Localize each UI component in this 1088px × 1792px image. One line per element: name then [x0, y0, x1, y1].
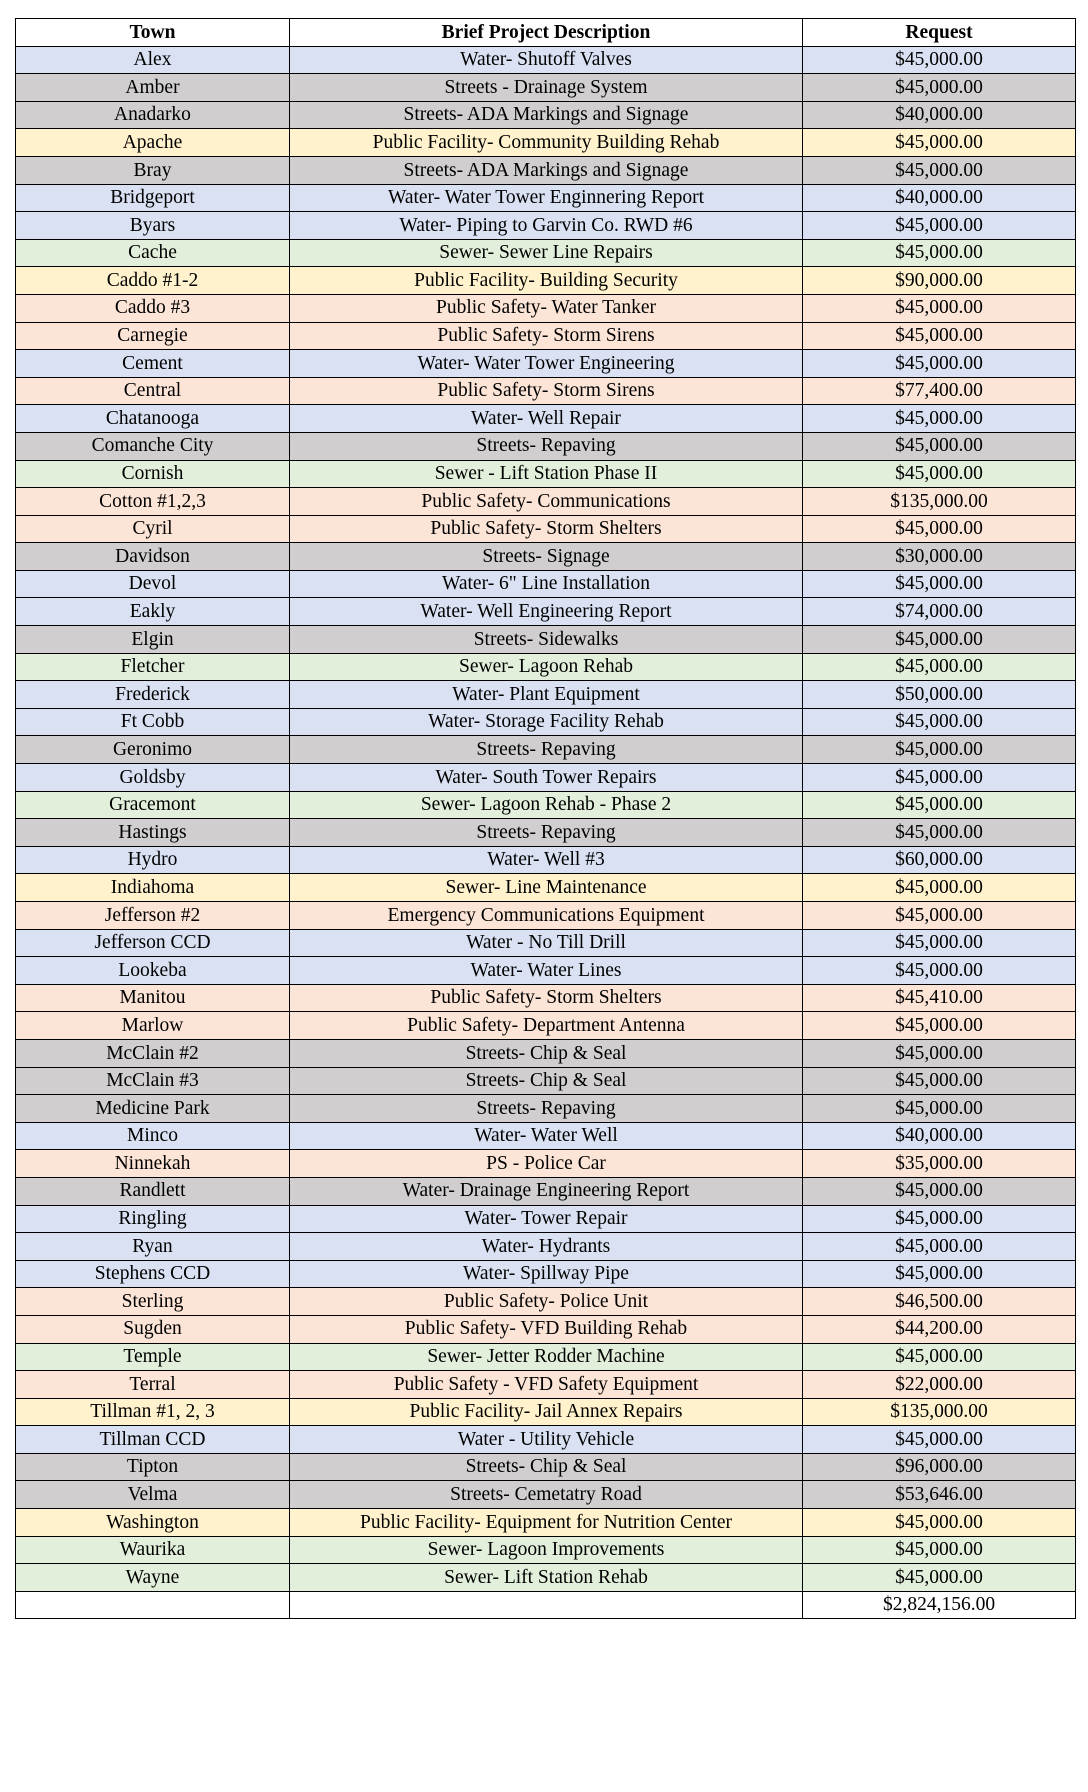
- table-row: [16, 846, 1076, 874]
- header-row: [16, 19, 1076, 47]
- description-cell: Streets- Chip & Seal: [290, 1453, 803, 1481]
- town-cell: Marlow: [16, 1012, 290, 1040]
- town-cell: Terral: [16, 1371, 290, 1399]
- table-row: [16, 1536, 1076, 1564]
- table-row: [16, 212, 1076, 240]
- description-cell: PS - Police Car: [290, 1150, 803, 1178]
- request-cell: $45,000.00: [803, 405, 1076, 433]
- description-cell: Streets- Repaving: [290, 1095, 803, 1123]
- town-cell: Tillman #1, 2, 3: [16, 1398, 290, 1426]
- request-cell: $60,000.00: [803, 846, 1076, 874]
- town-cell: Goldsby: [16, 764, 290, 792]
- request-cell: $45,000.00: [803, 156, 1076, 184]
- table-row: [16, 350, 1076, 378]
- description-cell: Sewer- Lagoon Rehab - Phase 2: [290, 791, 803, 819]
- table-row: [16, 653, 1076, 681]
- description-cell: Sewer- Lift Station Rehab: [290, 1564, 803, 1592]
- description-cell: Public Safety- Water Tanker: [290, 294, 803, 322]
- description-cell: Water- Hydrants: [290, 1233, 803, 1261]
- request-cell: $22,000.00: [803, 1371, 1076, 1399]
- request-cell: $45,000.00: [803, 1205, 1076, 1233]
- town-cell: Elgin: [16, 626, 290, 654]
- table-row: [16, 736, 1076, 764]
- description-cell: Sewer- Sewer Line Repairs: [290, 239, 803, 267]
- table-row: [16, 294, 1076, 322]
- town-cell: Temple: [16, 1343, 290, 1371]
- description-cell: Public Facility- Equipment for Nutrition Center: [290, 1509, 803, 1537]
- request-cell: $45,000.00: [803, 570, 1076, 598]
- request-cell: $45,000.00: [803, 1039, 1076, 1067]
- town-cell: Manitou: [16, 984, 290, 1012]
- description-cell: Public Safety - VFD Safety Equipment: [290, 1371, 803, 1399]
- description-cell: Streets- Repaving: [290, 432, 803, 460]
- request-cell: $45,000.00: [803, 791, 1076, 819]
- town-cell: Anadarko: [16, 101, 290, 129]
- request-cell: $45,000.00: [803, 515, 1076, 543]
- table-row: [16, 570, 1076, 598]
- header-description: Brief Project Description: [290, 19, 803, 47]
- description-cell: Water- Water Well: [290, 1122, 803, 1150]
- request-cell: $45,000.00: [803, 1012, 1076, 1040]
- description-cell: Public Safety- Storm Sirens: [290, 377, 803, 405]
- table-row: [16, 1398, 1076, 1426]
- request-cell: $96,000.00: [803, 1453, 1076, 1481]
- description-cell: Water - No Till Drill: [290, 929, 803, 957]
- request-cell: $45,000.00: [803, 902, 1076, 930]
- table-row: [16, 1343, 1076, 1371]
- request-cell: $90,000.00: [803, 267, 1076, 295]
- town-cell: Fletcher: [16, 653, 290, 681]
- request-cell: $45,000.00: [803, 819, 1076, 847]
- town-cell: Cache: [16, 239, 290, 267]
- table-row: [16, 267, 1076, 295]
- description-cell: Water- Tower Repair: [290, 1205, 803, 1233]
- town-cell: Indiahoma: [16, 874, 290, 902]
- table-row: [16, 902, 1076, 930]
- table-row: [16, 1371, 1076, 1399]
- table-row: [16, 1315, 1076, 1343]
- town-cell: Caddo #3: [16, 294, 290, 322]
- table-row: [16, 1122, 1076, 1150]
- table-row: [16, 543, 1076, 571]
- description-cell: Public Facility- Community Building Rehab: [290, 129, 803, 157]
- table-row: [16, 184, 1076, 212]
- table-row: [16, 322, 1076, 350]
- table-row: [16, 1426, 1076, 1454]
- table-body: [16, 46, 1076, 1591]
- request-cell: $44,200.00: [803, 1315, 1076, 1343]
- table-row: [16, 929, 1076, 957]
- total-town-cell: [16, 1591, 290, 1619]
- town-cell: Geronimo: [16, 736, 290, 764]
- request-cell: $74,000.00: [803, 598, 1076, 626]
- description-cell: Streets- Chip & Seal: [290, 1039, 803, 1067]
- description-cell: Streets- Repaving: [290, 819, 803, 847]
- table-row: [16, 239, 1076, 267]
- request-cell: $45,000.00: [803, 460, 1076, 488]
- request-cell: $45,410.00: [803, 984, 1076, 1012]
- town-cell: Byars: [16, 212, 290, 240]
- table-row: [16, 708, 1076, 736]
- request-cell: $40,000.00: [803, 101, 1076, 129]
- request-cell: $135,000.00: [803, 1398, 1076, 1426]
- request-cell: $35,000.00: [803, 1150, 1076, 1178]
- description-cell: Streets- Cemetatry Road: [290, 1481, 803, 1509]
- description-cell: Public Safety- VFD Building Rehab: [290, 1315, 803, 1343]
- table-row: [16, 129, 1076, 157]
- table-row: [16, 984, 1076, 1012]
- table-row: [16, 874, 1076, 902]
- request-cell: $45,000.00: [803, 1564, 1076, 1592]
- description-cell: Water- Spillway Pipe: [290, 1260, 803, 1288]
- description-cell: Sewer - Lift Station Phase II: [290, 460, 803, 488]
- table-row: [16, 1150, 1076, 1178]
- header-town: Town: [16, 19, 290, 47]
- town-cell: Wayne: [16, 1564, 290, 1592]
- table-row: [16, 598, 1076, 626]
- town-cell: Caddo #1-2: [16, 267, 290, 295]
- town-cell: McClain #3: [16, 1067, 290, 1095]
- description-cell: Streets- Repaving: [290, 736, 803, 764]
- request-cell: $45,000.00: [803, 1536, 1076, 1564]
- table-row: [16, 1509, 1076, 1537]
- description-cell: Streets - Drainage System: [290, 74, 803, 102]
- table-row: [16, 1067, 1076, 1095]
- town-cell: Cyril: [16, 515, 290, 543]
- request-cell: $45,000.00: [803, 764, 1076, 792]
- description-cell: Emergency Communications Equipment: [290, 902, 803, 930]
- request-cell: $45,000.00: [803, 1067, 1076, 1095]
- request-cell: $46,500.00: [803, 1288, 1076, 1316]
- description-cell: Public Safety- Police Unit: [290, 1288, 803, 1316]
- description-cell: Water- South Tower Repairs: [290, 764, 803, 792]
- total-description-cell: [290, 1591, 803, 1619]
- description-cell: Water- Water Lines: [290, 957, 803, 985]
- table-row: [16, 819, 1076, 847]
- town-cell: Frederick: [16, 681, 290, 709]
- town-cell: Medicine Park: [16, 1095, 290, 1123]
- request-cell: $45,000.00: [803, 212, 1076, 240]
- table-row: [16, 1288, 1076, 1316]
- description-cell: Public Facility- Building Security: [290, 267, 803, 295]
- request-cell: $77,400.00: [803, 377, 1076, 405]
- table-row: [16, 74, 1076, 102]
- town-cell: Cornish: [16, 460, 290, 488]
- request-cell: $50,000.00: [803, 681, 1076, 709]
- table-row: [16, 1260, 1076, 1288]
- town-cell: Jefferson #2: [16, 902, 290, 930]
- town-cell: Central: [16, 377, 290, 405]
- request-cell: $45,000.00: [803, 322, 1076, 350]
- total-request-cell: $2,824,156.00: [803, 1591, 1076, 1619]
- request-cell: $45,000.00: [803, 957, 1076, 985]
- description-cell: Sewer- Line Maintenance: [290, 874, 803, 902]
- town-cell: Ft Cobb: [16, 708, 290, 736]
- request-cell: $45,000.00: [803, 1509, 1076, 1537]
- request-cell: $45,000.00: [803, 239, 1076, 267]
- request-cell: $45,000.00: [803, 1095, 1076, 1123]
- table-row: [16, 1205, 1076, 1233]
- town-cell: Comanche City: [16, 432, 290, 460]
- request-cell: $45,000.00: [803, 736, 1076, 764]
- town-cell: Carnegie: [16, 322, 290, 350]
- request-cell: $45,000.00: [803, 129, 1076, 157]
- request-cell: $45,000.00: [803, 1343, 1076, 1371]
- town-cell: Ryan: [16, 1233, 290, 1261]
- town-cell: Cotton #1,2,3: [16, 488, 290, 516]
- description-cell: Streets- Signage: [290, 543, 803, 571]
- description-cell: Water - Utility Vehicle: [290, 1426, 803, 1454]
- description-cell: Public Safety- Department Antenna: [290, 1012, 803, 1040]
- description-cell: Public Facility- Jail Annex Repairs: [290, 1398, 803, 1426]
- table-row: [16, 405, 1076, 433]
- description-cell: Sewer- Lagoon Improvements: [290, 1536, 803, 1564]
- town-cell: Cement: [16, 350, 290, 378]
- town-cell: Bray: [16, 156, 290, 184]
- table-row: [16, 791, 1076, 819]
- request-cell: $45,000.00: [803, 653, 1076, 681]
- table-row: [16, 957, 1076, 985]
- request-cell: $53,646.00: [803, 1481, 1076, 1509]
- town-cell: Devol: [16, 570, 290, 598]
- town-cell: Washington: [16, 1509, 290, 1537]
- description-cell: Water- Shutoff Valves: [290, 46, 803, 74]
- table-row: [16, 1039, 1076, 1067]
- description-cell: Water- Water Tower Enginnering Report: [290, 184, 803, 212]
- table-row: [16, 377, 1076, 405]
- town-cell: Sterling: [16, 1288, 290, 1316]
- request-cell: $135,000.00: [803, 488, 1076, 516]
- request-cell: $30,000.00: [803, 543, 1076, 571]
- town-cell: Randlett: [16, 1177, 290, 1205]
- description-cell: Streets- ADA Markings and Signage: [290, 101, 803, 129]
- town-cell: Minco: [16, 1122, 290, 1150]
- town-cell: Davidson: [16, 543, 290, 571]
- description-cell: Streets- Chip & Seal: [290, 1067, 803, 1095]
- description-cell: Water- Piping to Garvin Co. RWD #6: [290, 212, 803, 240]
- town-cell: Jefferson CCD: [16, 929, 290, 957]
- table-row: [16, 1481, 1076, 1509]
- town-cell: Eakly: [16, 598, 290, 626]
- request-cell: $45,000.00: [803, 1260, 1076, 1288]
- town-cell: Ninnekah: [16, 1150, 290, 1178]
- description-cell: Water- 6" Line Installation: [290, 570, 803, 598]
- request-cell: $45,000.00: [803, 432, 1076, 460]
- header-request: Request: [803, 19, 1076, 47]
- town-cell: Lookeba: [16, 957, 290, 985]
- description-cell: Water- Well Engineering Report: [290, 598, 803, 626]
- town-cell: Amber: [16, 74, 290, 102]
- project-request-table: [15, 18, 1076, 1619]
- table-row: [16, 626, 1076, 654]
- description-cell: Sewer- Lagoon Rehab: [290, 653, 803, 681]
- table-row: [16, 460, 1076, 488]
- town-cell: Sugden: [16, 1315, 290, 1343]
- table-row: [16, 1453, 1076, 1481]
- table-row: [16, 1012, 1076, 1040]
- town-cell: Waurika: [16, 1536, 290, 1564]
- request-cell: $40,000.00: [803, 1122, 1076, 1150]
- description-cell: Public Safety- Storm Shelters: [290, 515, 803, 543]
- town-cell: McClain #2: [16, 1039, 290, 1067]
- town-cell: Alex: [16, 46, 290, 74]
- request-cell: $45,000.00: [803, 626, 1076, 654]
- request-cell: $45,000.00: [803, 1177, 1076, 1205]
- table-row: [16, 1095, 1076, 1123]
- town-cell: Bridgeport: [16, 184, 290, 212]
- table-row: [16, 1177, 1076, 1205]
- town-cell: Tipton: [16, 1453, 290, 1481]
- town-cell: Chatanooga: [16, 405, 290, 433]
- town-cell: Gracemont: [16, 791, 290, 819]
- table-row: [16, 681, 1076, 709]
- description-cell: Water- Well #3: [290, 846, 803, 874]
- description-cell: Streets- Sidewalks: [290, 626, 803, 654]
- description-cell: Sewer- Jetter Rodder Machine: [290, 1343, 803, 1371]
- description-cell: Water- Drainage Engineering Report: [290, 1177, 803, 1205]
- request-cell: $45,000.00: [803, 294, 1076, 322]
- description-cell: Public Safety- Storm Shelters: [290, 984, 803, 1012]
- table-row: [16, 764, 1076, 792]
- table-row: [16, 1564, 1076, 1592]
- request-cell: $40,000.00: [803, 184, 1076, 212]
- description-cell: Water- Well Repair: [290, 405, 803, 433]
- town-cell: Hastings: [16, 819, 290, 847]
- description-cell: Water- Plant Equipment: [290, 681, 803, 709]
- description-cell: Streets- ADA Markings and Signage: [290, 156, 803, 184]
- request-cell: $45,000.00: [803, 874, 1076, 902]
- description-cell: Water- Storage Facility Rehab: [290, 708, 803, 736]
- request-cell: $45,000.00: [803, 708, 1076, 736]
- town-cell: Velma: [16, 1481, 290, 1509]
- request-cell: $45,000.00: [803, 350, 1076, 378]
- town-cell: Apache: [16, 129, 290, 157]
- request-cell: $45,000.00: [803, 1426, 1076, 1454]
- table-row: [16, 101, 1076, 129]
- total-row: [16, 1591, 1076, 1619]
- town-cell: Stephens CCD: [16, 1260, 290, 1288]
- request-cell: $45,000.00: [803, 46, 1076, 74]
- request-cell: $45,000.00: [803, 1233, 1076, 1261]
- table-row: [16, 432, 1076, 460]
- table-row: [16, 1233, 1076, 1261]
- table-row: [16, 488, 1076, 516]
- description-cell: Public Safety- Storm Sirens: [290, 322, 803, 350]
- table-row: [16, 156, 1076, 184]
- description-cell: Public Safety- Communications: [290, 488, 803, 516]
- request-cell: $45,000.00: [803, 74, 1076, 102]
- table-row: [16, 515, 1076, 543]
- town-cell: Tillman CCD: [16, 1426, 290, 1454]
- town-cell: Ringling: [16, 1205, 290, 1233]
- request-cell: $45,000.00: [803, 929, 1076, 957]
- description-cell: Water- Water Tower Engineering: [290, 350, 803, 378]
- table-row: [16, 46, 1076, 74]
- town-cell: Hydro: [16, 846, 290, 874]
